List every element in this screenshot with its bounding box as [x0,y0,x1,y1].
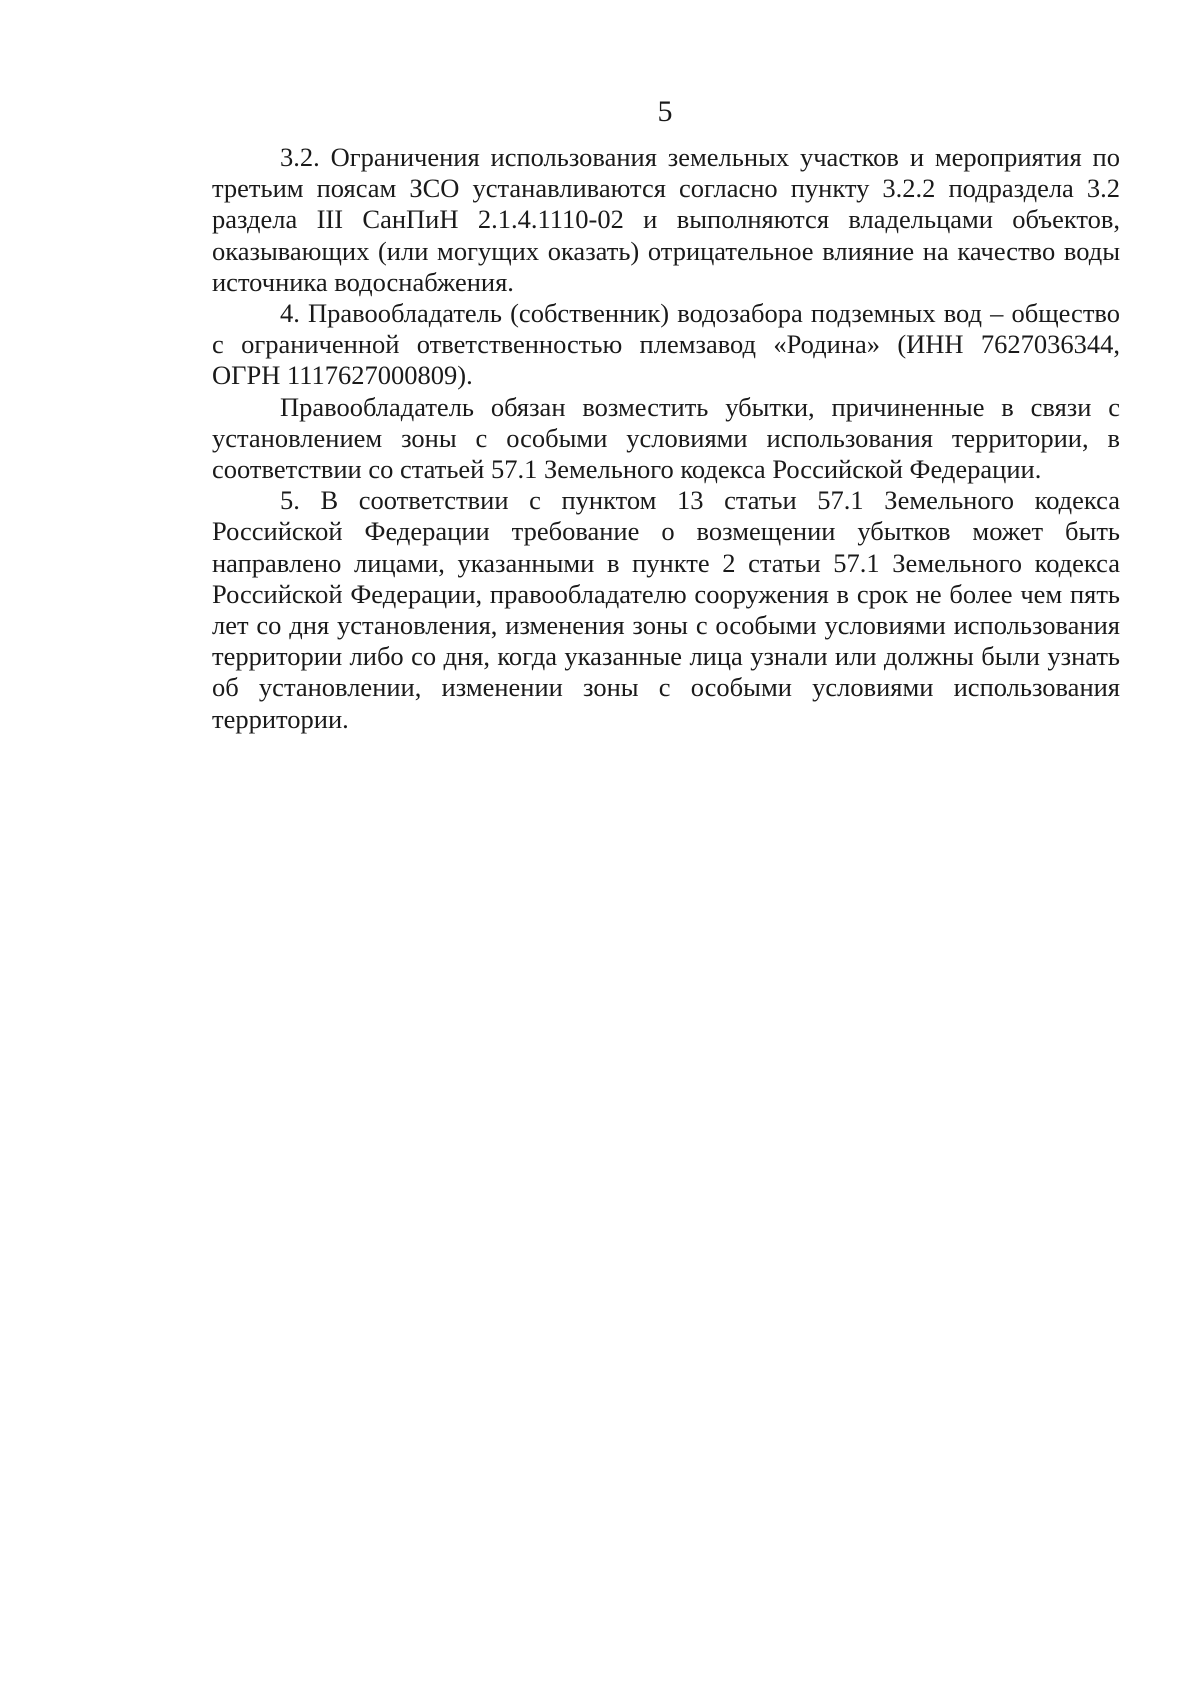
document-body [212,142,1120,735]
paragraph-4-owner: 4. Правообладатель (собственник) водозабора подземных вод – общество с ограниченной ответственностью племзавод «Родина» (ИНН 7627036344, ОГРН 1117627000809). [212,298,1120,391]
paragraph-3-2-restrictions: 3.2. Ограничения использования земельных участков и мероприятия по третьим поясам ЗСО устанавливаются согласно пункту 3.2.2 подраздела 3.2 раздела III СанПиН 2.1.4.1110-02 и выполняются владельцами объектов, оказывающих (или могущих оказать) отрицательное влияние на качество воды источника водоснабжения. [212,142,1120,297]
paragraph-compensation-obligation: Правообладатель обязан возместить убытки, причиненные в связи с установлением зоны с особыми условиями использования территории, в соответствии со статьей 57.1 Земельного кодекса Российской Федерации. [212,391,1120,485]
page-number: 5 [657,95,673,128]
paragraph-5-compensation-claim: 5. В соответствии с пунктом 13 статьи 57.1 Земельного кодекса Российской Федерации требование о возмещении убытков может быть направлено лицами, указанными в пункте 2 статьи 57.1 Земельного кодекса Российской Федерации, правообладателю сооружения в срок не более чем пять лет со дня установления, изменения зоны с особыми условиями использования территории либо со дня, когда указанные лица узнали или должны были узнать об установлении, изменении зоны с особыми условиями использования территории. [212,485,1120,734]
